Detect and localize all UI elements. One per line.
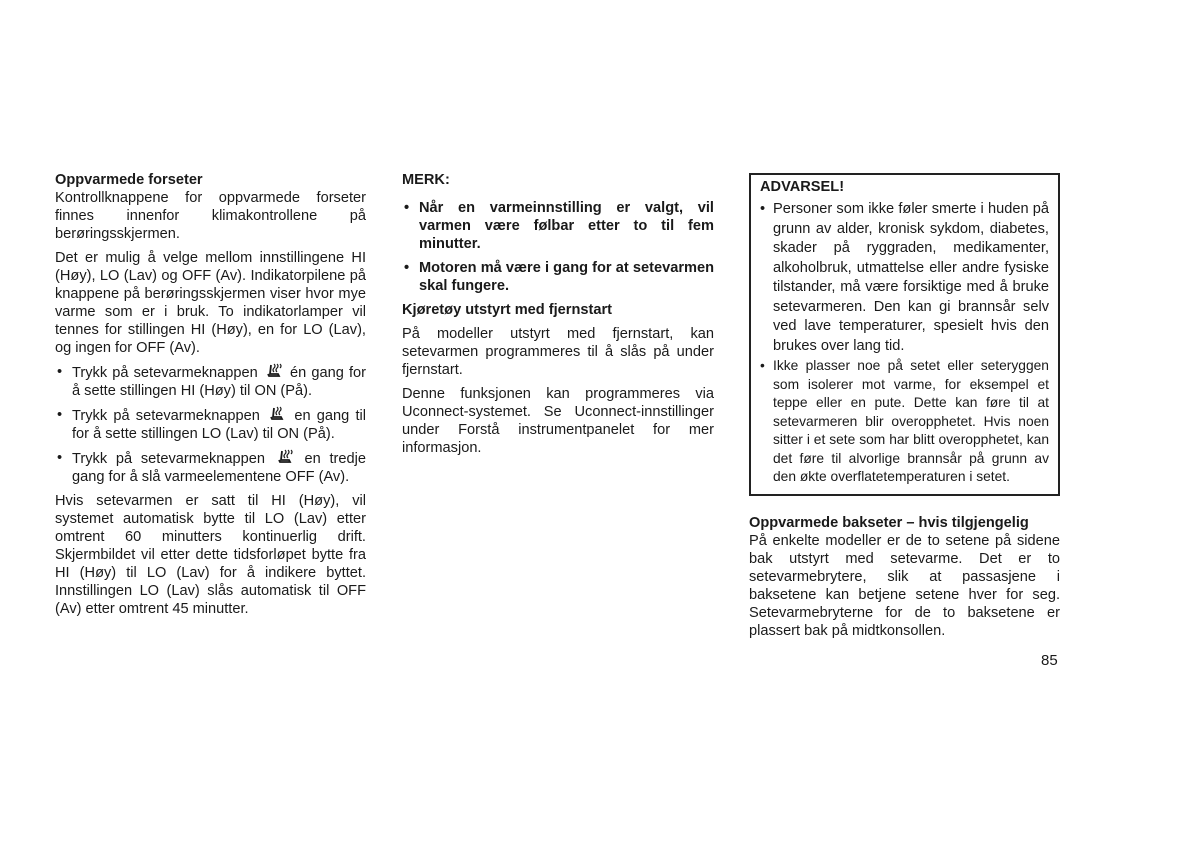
note-heading: MERK: [402,172,450,188]
section-heading-remote-start: Kjøretøy utstyrt med fjernstart [402,302,613,318]
note-item: • Når en varmeinnstilling er valgt, vil varmen være følbar etter to til fem minutter. [404,200,714,252]
instruction-list [55,363,366,486]
column-3 [749,171,1060,646]
paragraph: På modeller utstyrt med fjernstart, kan setevarmen programmeres til å slås på under fjernstart. [402,326,714,378]
heated-seat-icon [268,406,286,422]
heated-seat-icon [276,449,294,465]
heated-seat-icon [265,363,283,379]
note-item: • Motoren må være i gang for at setevarmen skal fungere. [404,260,714,294]
bullet-icon: • [404,200,410,216]
paragraph: På enkelte modeller er de to setene på sidene bak utstyrt med setevarme. Det er to setevarmebrytere, slik at passasjene i baksetene kan betjene setene hver for seg. Setevarmebryterne for de to baksetene er plassert bak på midtkonsollen. [749,532,1060,639]
warning-item: • Personer som ikke føler smerte i huden på grunn av alder, kronisk sykdom, diabetes, skader på ryggraden, medikamenter, alkoholbruk, utmattelse eller andre fysiske tilstander, må være forsiktige med å bruke setevarmeren. Den kan gi brannsår selv ved lave temperaturer, spesielt hvis den brukes over lang tid. [760,201,1049,354]
warning-heading: ADVARSEL! [760,179,845,195]
bullet-icon: • [760,358,765,373]
warning-item: • Ikke plasser noe på setet eller seteryggen som isolerer mot varme, for eksempel et teppe eller en pute. Dette kan føre til at setevarmeren blir overopphetet. Hvis noen sitter i et sete som har blitt overopphetet, kan det føre til alvorlige brannsår på grunn av den økte overflatetemperaturen i setet. [760,358,1049,484]
column-1 [55,171,366,624]
paragraph: Hvis setevarmen er satt til HI (Høy), vil systemet automatisk bytte til LO (Lav) etter omtrent 60 minutters kontinuerlig drift. Skjermbildet vil etter dette tidsforløpet bytte fra HI (Høy) til LO (Lav) for å indikere byttet. Innstillingen LO (Lav) slås automatisk til OFF (Av) etter omtrent 45 minutter. [55,493,366,617]
warning-box [749,173,1060,496]
paragraph: Det er mulig å velge mellom innstillingene HI (Høy), LO (Lav) og OFF (Av). Indikatorpilene på knappene på berøringsskjermen viser hvor mye varme som er i bruk. To indikatorlamper vil tennes for stillingen HI (Høy), en for LO (Lav), og ingen for OFF (Av). [55,250,366,356]
bullet-icon: • [57,364,63,380]
section-heading-rear-seats: Oppvarmede bakseter – hvis tilgjengelig [749,514,1029,531]
paragraph: Kontrollknappene for oppvarmede forseter finnes innenfor klimakontrollene på berøringsskjermen. [55,190,366,242]
page-number: 85 [1041,652,1058,669]
note-list [402,199,714,295]
bullet-icon: • [760,201,766,217]
bullet-icon: • [57,407,63,423]
warning-list [760,200,1049,487]
section-heading-front-seats: Oppvarmede forseter [55,172,203,188]
list-item: • Trykk på setevarmeknappen en gang til for å sette stillingen LO (Lav) til ON (På). [57,407,366,442]
bullet-icon: • [57,450,63,466]
paragraph: Denne funksjonen kan programmeres via Uconnect-systemet. Se Uconnect-innstillinger under Forstå instrumentpanelet for mer informasjon. [402,386,714,456]
bullet-icon: • [404,260,410,276]
column-2 [402,171,714,463]
list-item: • Trykk på setevarmeknappen en tredje gang for å slå varmeelementene OFF (Av). [57,450,366,485]
list-item: • Trykk på setevarmeknappen én gang for å sette stillingen HI (Høy) til ON (På). [57,364,367,399]
